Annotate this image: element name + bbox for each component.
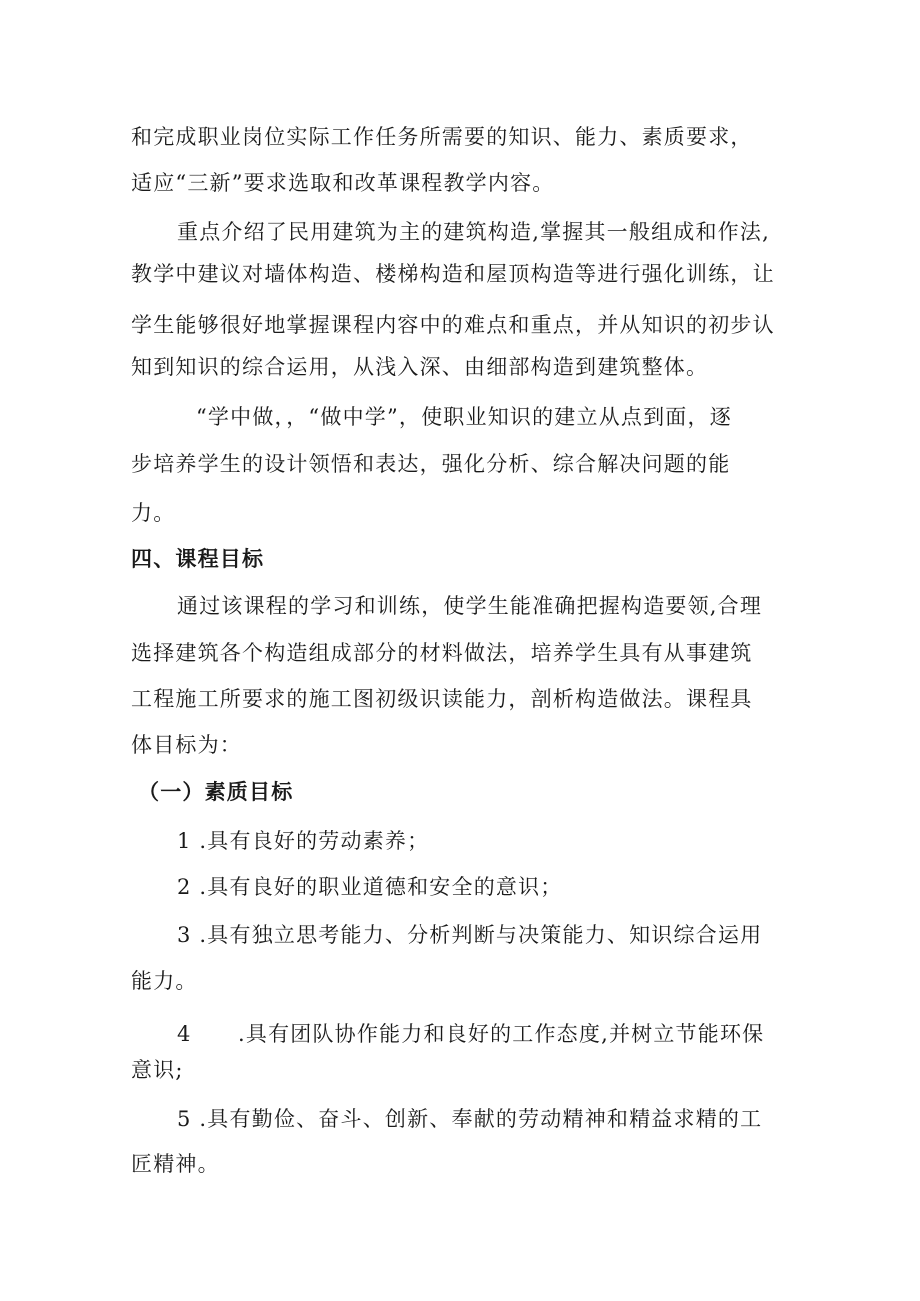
list-item: 5 .具有勤俭、奋斗、创新、奉献的劳动精神和精益求精的工 (177, 1107, 763, 1131)
list-item: 2 .具有良好的职业道德和安全的意识； (177, 875, 563, 899)
list-item: 3 .具有独立思考能力、分析判断与决策能力、知识综合运用 (177, 923, 763, 947)
paragraph-line: 教学中建议对墙体构造、楼梯构造和屋顶构造等进行强化训练，让 (131, 262, 775, 286)
list-item: .具有团队协作能力和良好的工作态度,并树立节能环保 (238, 1022, 765, 1046)
list-item-continuation: 意识; (131, 1058, 184, 1082)
paragraph-line: “学中做，，“做中学”，使职业知识的建立从点到面，逐 (196, 405, 732, 429)
paragraph-line: 和完成职业岗位实际工作任务所需要的知识、能力、素质要求， (131, 125, 753, 149)
paragraph-line: 适应“三新”要求选取和改革课程教学内容。 (131, 171, 555, 195)
paragraph-line: 步培养学生的设计领悟和表达，强化分析、综合解决问题的能 (131, 452, 731, 476)
list-item: 1 .具有良好的劳动素养； (177, 829, 430, 853)
list-item-continuation: 能力。 (131, 969, 198, 993)
subsection-heading: （一）素质目标 (138, 779, 294, 804)
section-heading: 四、课程目标 (131, 546, 265, 571)
paragraph-line: 力。 (131, 501, 176, 525)
paragraph-line: 通过该课程的学习和训练，使学生能准确把握构造要领,合理 (177, 594, 763, 618)
list-item-continuation: 匠精神。 (131, 1152, 220, 1176)
paragraph-line: 选择建筑各个构造组成部分的材料做法，培养学生具有从事建筑 (131, 641, 753, 665)
paragraph-line: 知到知识的综合运用，从浅入深、由细部构造到建筑整体。 (131, 355, 709, 379)
paragraph-line: 学生能够很好地掌握课程内容中的难点和重点，并从知识的初步认 (131, 313, 775, 337)
list-item-number: 4 (177, 1022, 192, 1046)
paragraph-line: 体目标为： (131, 733, 242, 757)
paragraph-line: 工程施工所要求的施工图初级识读能力，剖析构造做法。课程具 (131, 687, 753, 711)
paragraph-line: 重点介绍了民用建筑为主的建筑构造,掌握其一般组成和作法, (177, 220, 770, 244)
